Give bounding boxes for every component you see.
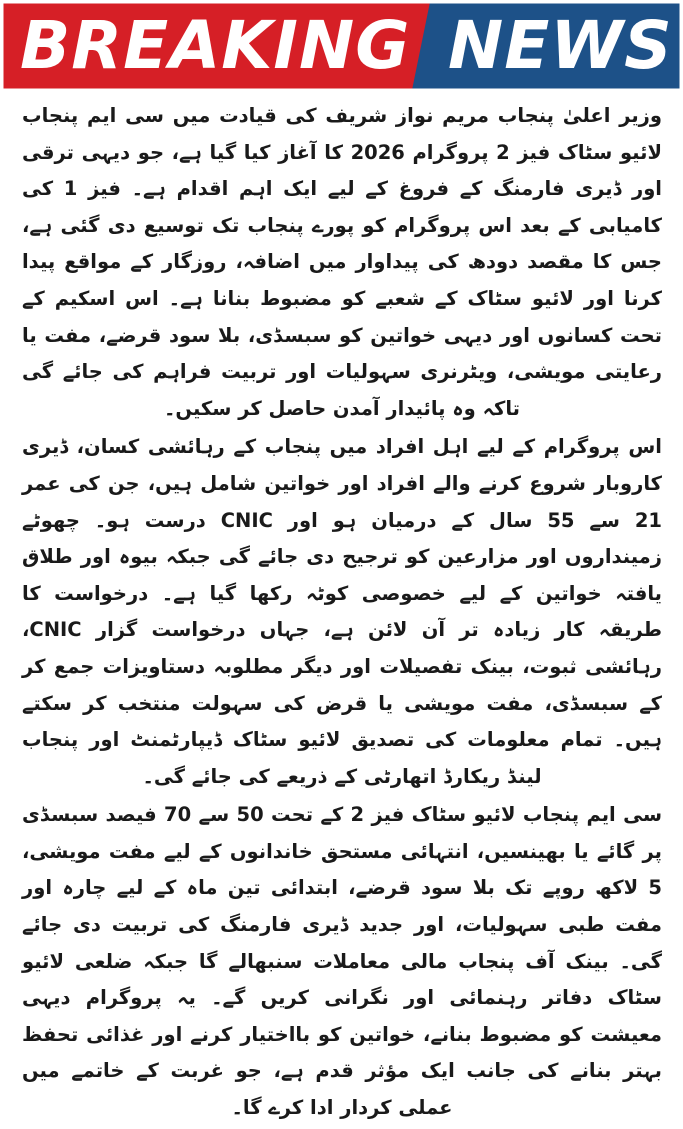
banner-word-breaking: BREAKING xyxy=(20,7,411,84)
breaking-news-banner xyxy=(2,2,681,90)
article-paragraph-2: اس پروگرام کے لیے اہل افراد میں پنجاب کے رہائشی کسان، ڈیری کاروبار شروع کرنے والے افراد اور خواتین شامل ہیں، جن کی عمر 21 سے 55 سال کے درمیان ہو اور CNIC درست ہو۔ چھوٹے زمینداروں اور مزارعین کو ترجیح دی جائے گی جبکہ بیوہ اور طلاق یافتہ خواتین کے لیے خصوصی کوٹہ رکھا گیا ہے۔ درخواست کا طریقہ کار زیادہ تر آن لائن ہے، جہاں درخواست گزار CNIC، رہائشی ثبوت، بینک تفصیلات اور دیگر مطلوبہ دستاویزات جمع کر کے سبسڈی، مفت مویشی یا قرض کی سہولت منتخب کر سکتے ہیں۔ تمام معلومات کی تصدیق لائیو سٹاک ڈیپارٹمنٹ اور پنجاب لینڈ ریکارڈ اتھارٹی کے ذریعے کی جائے گی۔ xyxy=(22,435,662,788)
article-paragraph-1: وزیر اعلیٰ پنجاب مریم نواز شریف کی قیادت میں سی ایم پنجاب لائیو سٹاک فیز 2 پروگرام 2026 کا آغاز کیا گیا ہے، جو دیہی ترقی اور ڈیری فارمنگ کے فروغ کے لیے ایک اہم اقدام ہے۔ فیز 1 کی کامیابی کے بعد اس پروگرام کو پورے پنجاب تک توسیع دی گئی ہے، جس کا مقصد دودھ کی پیداوار میں اضافہ، روزگار کے مواقع پیدا کرنا اور لائیو سٹاک کے شعبے کو مضبوط بنانا ہے۔ اس اسکیم کے تحت کسانوں اور دیہی خواتین کو سبسڈی، بلا سود قرضے، مفت یا رعایتی مویشی، ویٹرنری سہولیات اور تربیت فراہم کی جائے گی تاکہ وہ پائیدار آمدن حاصل کر سکیں۔ xyxy=(22,104,662,420)
article-paragraph-3: سی ایم پنجاب لائیو سٹاک فیز 2 کے تحت 50 سے 70 فیصد سبسڈی پر گائے یا بھینسیں، انتہائی مستحق خاندانوں کے لیے مفت مویشی، 5 لاکھ روپے تک بلا سود قرضے، ابتدائی تین ماہ کے لیے چارہ اور مفت طبی سہولیات، اور جدید ڈیری فارمنگ کی تربیت دی جائے گی۔ بینک آف پنجاب مالی معاملات سنبھالے گا جبکہ ضلعی لائیو سٹاک دفاتر رہنمائی اور نگرانی کریں گے۔ یہ پروگرام دیہی معیشت کو مضبوط بنانے، خواتین کو بااختیار کرنے اور غذائی تحفظ بہتر بنانے کی جانب ایک مؤثر قدم ہے، جو غربت کے خاتمے میں عملی کردار ادا کرے گا۔ xyxy=(22,803,663,1120)
article-body xyxy=(22,98,662,1129)
banner-word-news: NEWS xyxy=(448,7,673,84)
